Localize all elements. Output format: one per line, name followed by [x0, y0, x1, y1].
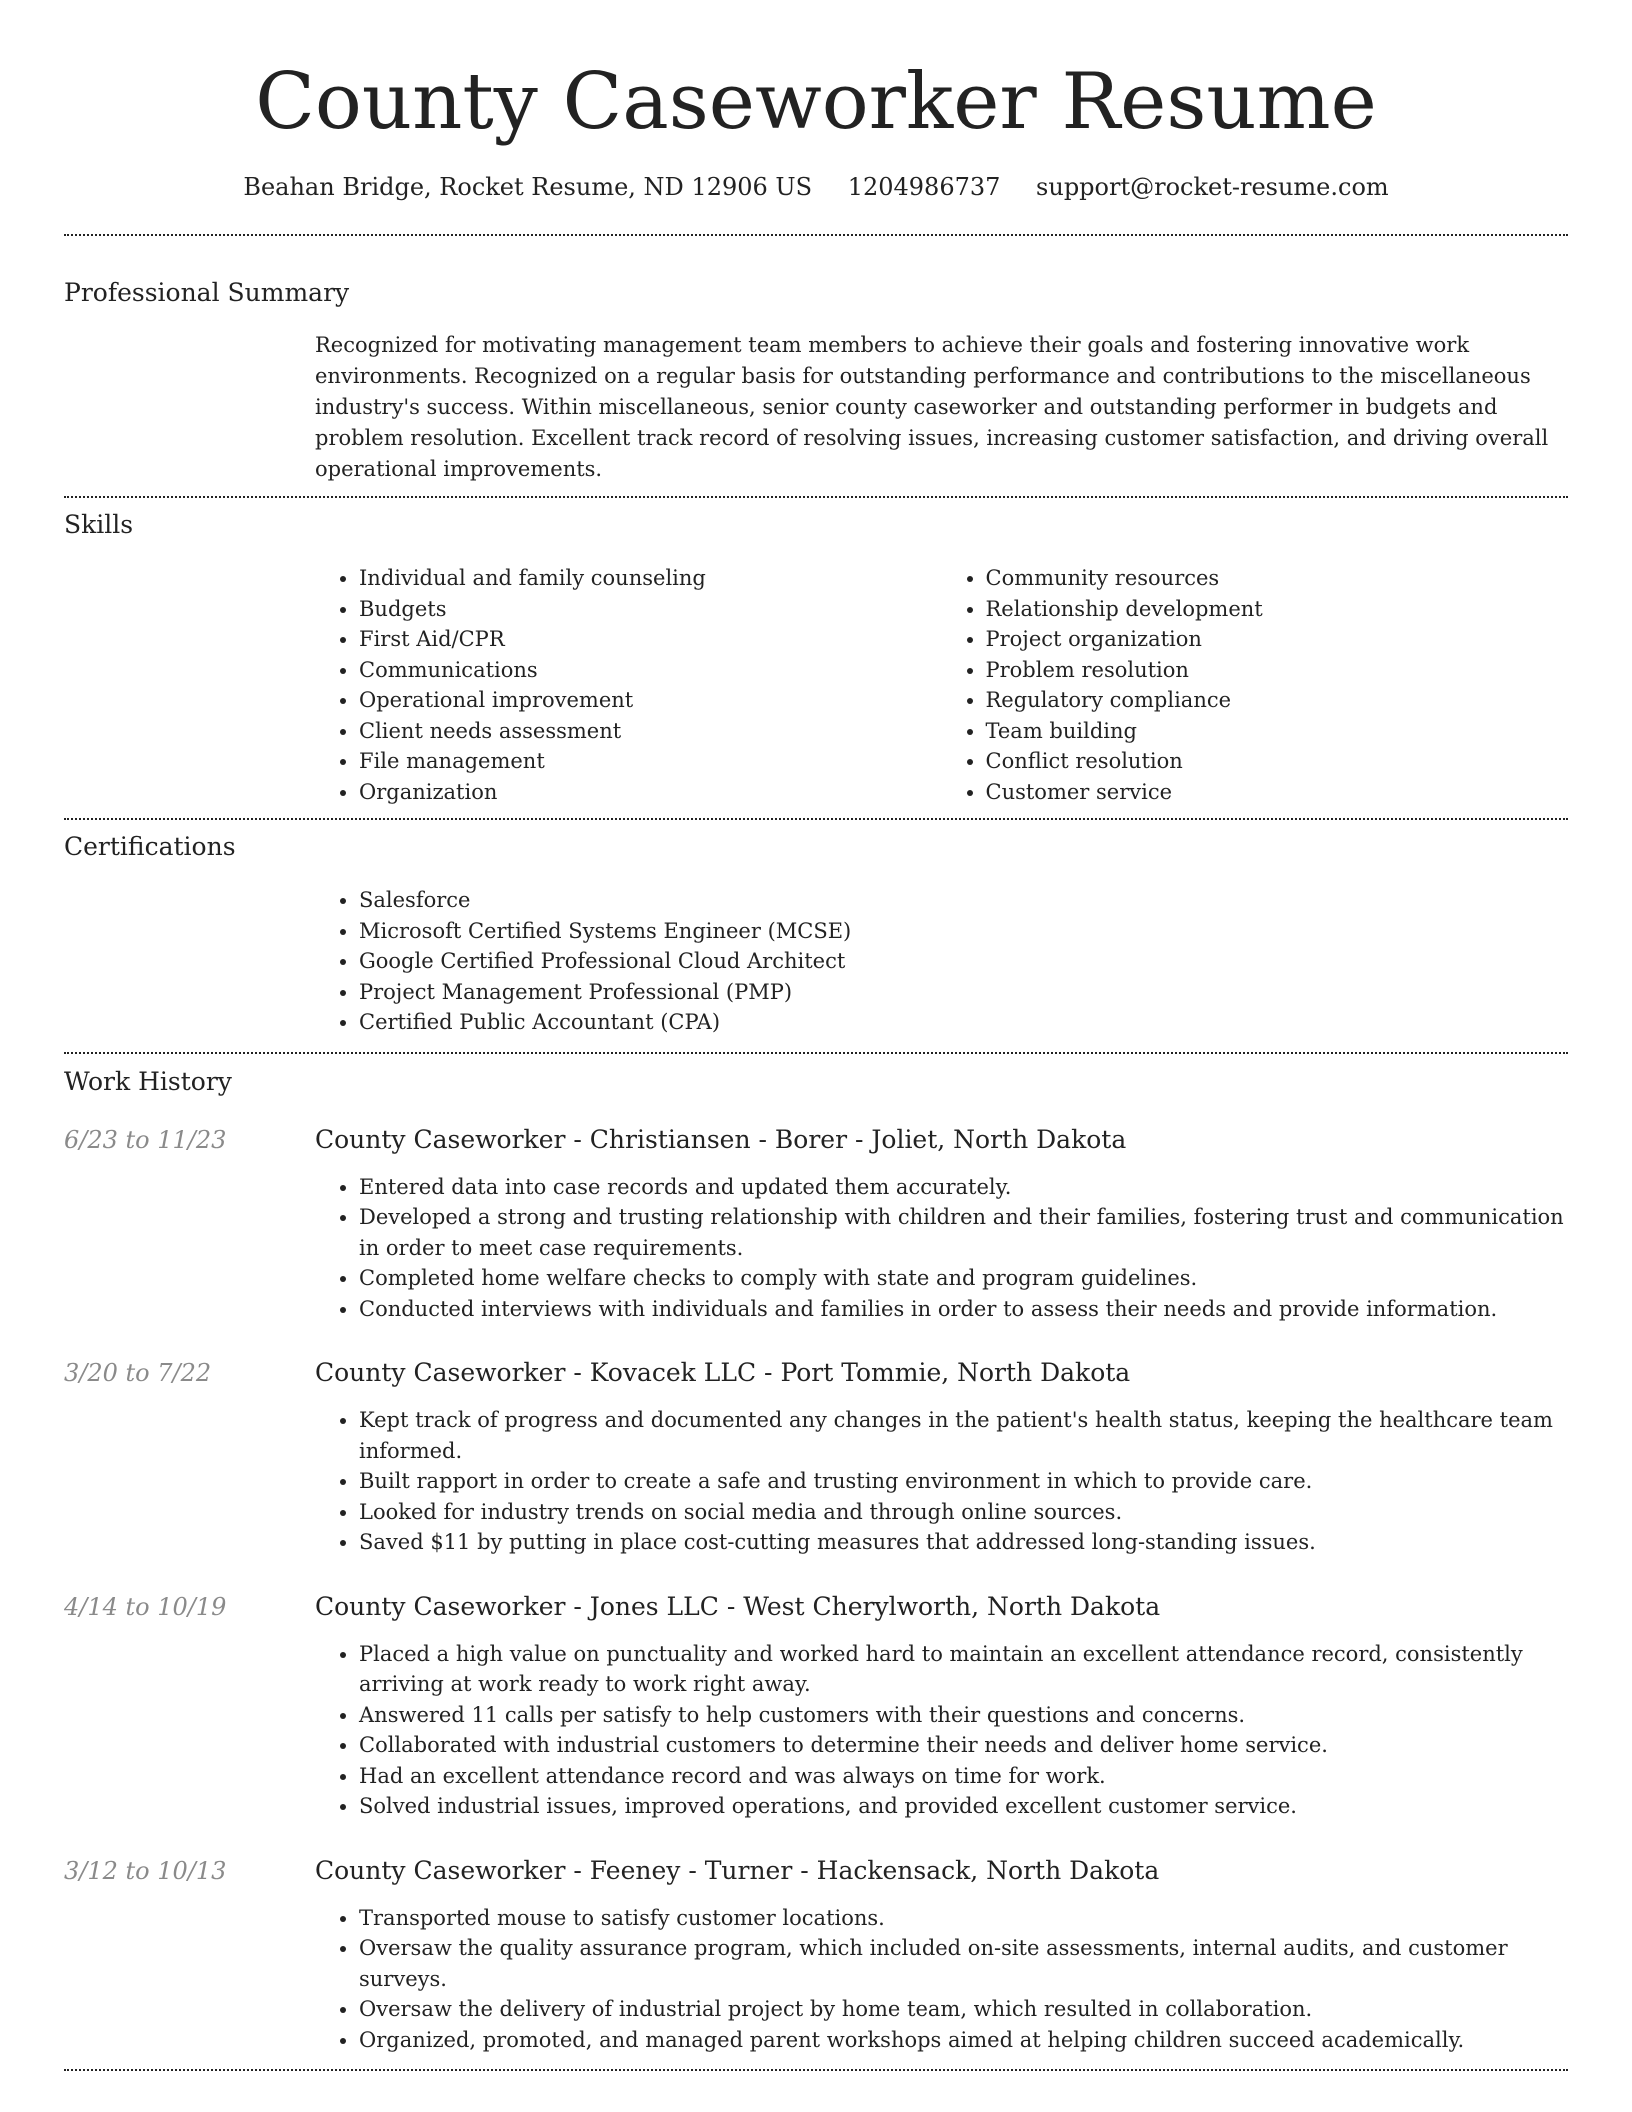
job-dates: 4/14 to 10/19 [64, 1592, 227, 1621]
job-bullet: • Built rapport in order to create a safe and trusting environment in which to provide care. [359, 1466, 1568, 1497]
job-bullet: • Saved $11 by putting in place cost-cutting measures that addressed long-standing issues. [359, 1527, 1568, 1558]
summary-heading: Professional Summary [64, 278, 350, 307]
job-entry [64, 1356, 1568, 1558]
job-bullet: • Conducted interviews with individuals and families in order to assess their needs and provide information. [359, 1294, 1568, 1325]
summary-section [64, 236, 1568, 485]
job-bullet: • Completed home welfare checks to comply with state and program guidelines. [359, 1263, 1568, 1294]
job-bullet: • Oversaw the delivery of industrial project by home team, which resulted in collaboration. [359, 1994, 1568, 2025]
job-bullet: • Transported mouse to satisfy customer locations. [359, 1903, 1568, 1934]
job-title: County Caseworker - Christiansen - Borer - Joliet, North Dakota [315, 1124, 1127, 1154]
job-title: County Caseworker - Jones LLC - West Cherylworth, North Dakota [315, 1591, 1161, 1621]
skill-item: • Problem resolution [986, 655, 1569, 686]
skill-item: • Community resources [986, 563, 1569, 594]
job-title: County Caseworker - Feeney - Turner - Hackensack, North Dakota [315, 1855, 1160, 1885]
job-details [315, 1903, 1568, 2056]
job-bullet: • Solved industrial issues, improved operations, and provided excellent customer service. [359, 1791, 1568, 1822]
resume-page [64, 0, 1568, 2071]
job-bullet: • Organized, promoted, and managed parent workshops aimed at helping children succeed academically. [359, 2025, 1568, 2056]
job-dates: 3/12 to 10/13 [64, 1856, 227, 1885]
skills-heading: Skills [64, 510, 134, 539]
skill-item: • First Aid/CPR [359, 624, 942, 655]
certifications-content [315, 885, 1568, 1038]
job-bullets [315, 1405, 1568, 1558]
skill-item: • Operational improvement [359, 685, 942, 716]
skill-item: • Client needs assessment [359, 716, 942, 747]
job-bullets [315, 1639, 1568, 1822]
certification-item: • Certified Public Accountant (CPA) [359, 1007, 1568, 1038]
job-entry [64, 1123, 1568, 1325]
skill-item: • Customer service [986, 777, 1569, 808]
job-bullet: • Entered data into case records and updated them accurately. [359, 1172, 1568, 1203]
contact-line [64, 170, 1568, 204]
skills-grid [315, 563, 1568, 807]
contact-email: support@rocket-resume.com [1036, 173, 1389, 201]
certifications-heading: Certifications [64, 832, 236, 861]
work-section [64, 1054, 1568, 2056]
skill-item: • File management [359, 746, 942, 777]
contact-phone: 1204986737 [847, 173, 1001, 201]
skills-list-left [315, 563, 942, 807]
skill-item: • Individual and family counseling [359, 563, 942, 594]
job-bullet: • Collaborated with industrial customers to determine their needs and deliver home service. [359, 1730, 1568, 1761]
job-title: County Caseworker - Kovacek LLC - Port Tommie, North Dakota [315, 1358, 1131, 1387]
job-bullet: • Looked for industry trends on social media and through online sources. [359, 1497, 1568, 1528]
certifications-section [64, 820, 1568, 1038]
skills-list-right [942, 563, 1569, 807]
contact-address: Beahan Bridge, Rocket Resume, ND 12906 US [243, 173, 813, 201]
resume-title: County Caseworker Resume [255, 57, 1377, 147]
summary-text: Recognized for motivating management team members to achieve their goals and fostering innovative work environments. Recognized on a regular basis for outstanding performance and contributions to the miscellaneous industry's success. Within miscellaneous, senior county caseworker and outstanding performer in budgets and problem resolution. Excellent track record of resolving issues, increasing customer satisfaction, and driving overall operational improvements. [315, 333, 1549, 481]
skill-item: • Team building [986, 716, 1569, 747]
job-entry [64, 1590, 1568, 1822]
job-bullet: • Developed a strong and trusting relationship with children and their families, fostering trust and communication in order to meet case requirements. [359, 1202, 1568, 1263]
job-bullet: • Had an excellent attendance record and was always on time for work. [359, 1761, 1568, 1792]
job-details [315, 1172, 1568, 1325]
certifications-list [315, 885, 1568, 1038]
job-bullet: • Placed a high value on punctuality and worked hard to maintain an excellent attendance record, consistently arriving at work ready to work right away. [359, 1639, 1568, 1700]
skill-item: • Communications [359, 655, 942, 686]
job-bullets [315, 1903, 1568, 2056]
job-details [315, 1405, 1568, 1558]
section-divider [64, 2069, 1568, 2071]
job-dates: 3/20 to 7/22 [64, 1359, 212, 1387]
skill-item: • Project organization [986, 624, 1569, 655]
skill-item: • Organization [359, 777, 942, 808]
certification-item: • Google Certified Professional Cloud Architect [359, 946, 1568, 977]
skills-section [64, 498, 1568, 807]
job-bullets [315, 1172, 1568, 1325]
skill-item: • Relationship development [986, 594, 1569, 625]
job-details [315, 1639, 1568, 1822]
job-bullet: • Answered 11 calls per satisfy to help customers with their questions and concerns. [359, 1700, 1568, 1731]
job-dates: 6/23 to 11/23 [64, 1125, 227, 1154]
certification-item: • Microsoft Certified Systems Engineer (MCSE) [359, 916, 1568, 947]
job-bullet: • Kept track of progress and documented any changes in the patient's health status, keeping the healthcare team informed. [359, 1405, 1568, 1466]
skill-item: • Budgets [359, 594, 942, 625]
certification-item: • Salesforce [359, 885, 1568, 916]
certification-item: • Project Management Professional (PMP) [359, 977, 1568, 1008]
job-entry [64, 1854, 1568, 2056]
job-bullet: • Oversaw the quality assurance program, which included on-site assessments, internal audits, and customer surveys. [359, 1933, 1568, 1994]
skill-item: • Conflict resolution [986, 746, 1569, 777]
work-heading: Work History [64, 1066, 232, 1096]
skill-item: • Regulatory compliance [986, 685, 1569, 716]
